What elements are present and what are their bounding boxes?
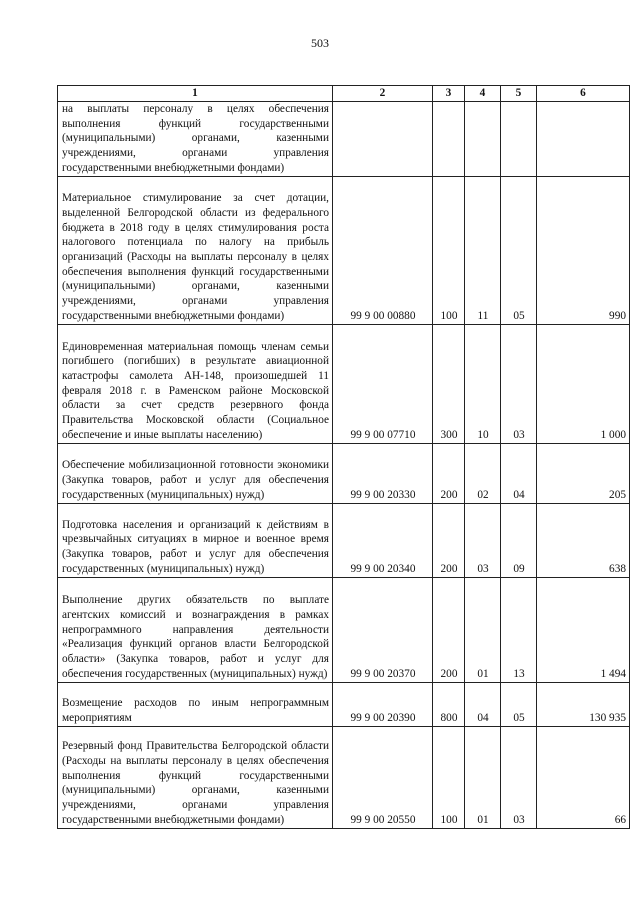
row-sum: 990 — [537, 176, 630, 324]
page-number: 503 — [311, 36, 329, 50]
row-code: 99 9 00 07710 — [333, 324, 433, 443]
header-col-1: 1 — [58, 86, 333, 102]
header-row — [58, 86, 630, 102]
header-col-2: 2 — [333, 86, 433, 102]
row-sum: 130 935 — [537, 682, 630, 726]
row-col-4: 04 — [465, 682, 501, 726]
table-row — [58, 577, 630, 682]
row-col-4 — [465, 102, 501, 177]
table-row — [58, 324, 630, 443]
row-sum — [537, 102, 630, 177]
row-col-5: 04 — [501, 443, 537, 503]
row-col-5: 03 — [501, 726, 537, 828]
row-col-3: 200 — [433, 443, 465, 503]
row-code: 99 9 00 20390 — [333, 682, 433, 726]
row-description: на выплаты персоналу в целях обеспечения выполнения функций государственными (муниципальными) органами, казенными учреждениями, органами управления государственными внебюджетными фондами) — [58, 102, 333, 177]
table-row — [58, 682, 630, 726]
row-col-4: 01 — [465, 726, 501, 828]
row-col-4: 11 — [465, 176, 501, 324]
row-description: Подготовка населения и организаций к действиям в чрезвычайных ситуациях в мирное и военное время (Закупка товаров, работ и услуг для обеспечения государственных (муниципальных) нужд) — [58, 503, 333, 577]
table-row — [58, 726, 630, 828]
row-col-5: 13 — [501, 577, 537, 682]
row-description: Обеспечение мобилизационной готовности экономики (Закупка товаров, работ и услуг для обеспечения государственных (муниципальных) нужд) — [58, 443, 333, 503]
row-code: 99 9 00 00880 — [333, 176, 433, 324]
row-sum: 1 494 — [537, 577, 630, 682]
header-col-4: 4 — [465, 86, 501, 102]
row-col-3: 300 — [433, 324, 465, 443]
row-code: 99 9 00 20370 — [333, 577, 433, 682]
row-sum: 638 — [537, 503, 630, 577]
row-col-4: 01 — [465, 577, 501, 682]
row-col-5 — [501, 102, 537, 177]
row-col-4: 03 — [465, 503, 501, 577]
row-sum: 66 — [537, 726, 630, 828]
row-description: Выполнение других обязательств по выплате агентских комиссий и вознаграждения в рамках непрограммного направления деятельности «Реализация функций органов власти Белгородской области» (Закупка товаров, работ и услуг для обеспечения государственных (муниципальных) нужд) — [58, 577, 333, 682]
row-code: 99 9 00 20550 — [333, 726, 433, 828]
header-col-6: 6 — [537, 86, 630, 102]
budget-table — [57, 85, 630, 829]
table-row — [58, 102, 630, 177]
table-row — [58, 503, 630, 577]
row-col-5: 03 — [501, 324, 537, 443]
row-col-3: 800 — [433, 682, 465, 726]
row-col-5: 05 — [501, 176, 537, 324]
row-description: Единовременная материальная помощь членам семьи погибшего (погибших) в результате авиационной катастрофы самолета АН-148, произошедшей 11 февраля 2018 г. в Раменском районе Московской области за счет средств резервного фонда Правительства Московской области (Социальное обеспечение и иные выплаты населению) — [58, 324, 333, 443]
row-col-3: 100 — [433, 176, 465, 324]
row-col-5: 05 — [501, 682, 537, 726]
row-col-3: 200 — [433, 503, 465, 577]
table-row — [58, 176, 630, 324]
row-description: Резервный фонд Правительства Белгородской области (Расходы на выплаты персоналу в целях обеспечения выполнения функций государственными (муниципальными) органами, казенными учреждениями, органами управления государственными внебюджетными фондами) — [58, 726, 333, 828]
row-col-5: 09 — [501, 503, 537, 577]
row-col-3: 100 — [433, 726, 465, 828]
table-row — [58, 443, 630, 503]
row-sum: 205 — [537, 443, 630, 503]
row-sum: 1 000 — [537, 324, 630, 443]
row-code — [333, 102, 433, 177]
header-col-5: 5 — [501, 86, 537, 102]
row-col-3 — [433, 102, 465, 177]
row-code: 99 9 00 20340 — [333, 503, 433, 577]
row-col-4: 02 — [465, 443, 501, 503]
row-col-4: 10 — [465, 324, 501, 443]
row-description: Материальное стимулирование за счет дотации, выделенной Белгородской области из федерального бюджета в 2018 году в целях стимулирования роста налогового потенциала по налогу на прибыль организаций (Расходы на выплаты персоналу в целях обеспечения выполнения функций государственными (муниципальными) органами, казенными учреждениями, органами управления государственными внебюджетными фондами) — [58, 176, 333, 324]
header-col-3: 3 — [433, 86, 465, 102]
row-col-3: 200 — [433, 577, 465, 682]
row-code: 99 9 00 20330 — [333, 443, 433, 503]
row-description: Возмещение расходов по иным непрограммным мероприятиям — [58, 682, 333, 726]
